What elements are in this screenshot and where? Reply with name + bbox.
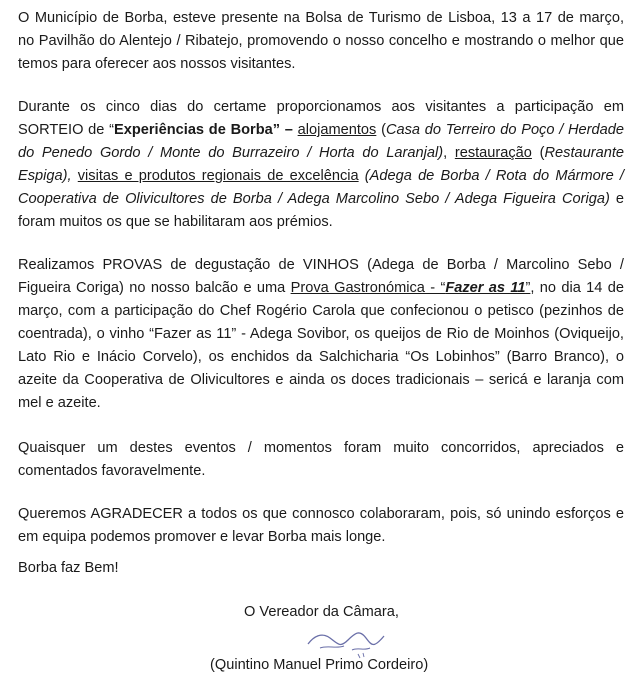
text-line: comentados favoravelmente.	[18, 463, 206, 479]
text-line: azeite da Cooperativa de Olivicultores e ainda os doces tradicionais – sericá e laranja com	[18, 372, 624, 388]
text-line: no Pavilhão do Alentejo / Ribatejo, promovendo o nosso concelho e mostrando o melhor que	[18, 33, 624, 49]
slogan-text: Borba faz Bem!	[18, 560, 119, 576]
text-line: Realizamos PROVAS de degustação de VINHOS (Adega de Borba / Marcolino Sebo /	[18, 257, 624, 273]
text-line: O Município de Borba, esteve presente na Bolsa de Turismo de Lisboa, 13 a 17 de março,	[18, 10, 624, 26]
paragraph-sorteio	[18, 96, 624, 234]
paragraph-eventos	[18, 437, 624, 483]
text-line: Espiga), visitas e produtos regionais de excelência (Adega de Borba / Rota do Mármore /	[18, 168, 624, 184]
text-line: coentrada), o vinho “Fazer as 11” - Adega Sovibor, os queijos de Rio de Moinhos (Oviqueijo,	[18, 326, 624, 342]
signatory-name: (Quintino Manuel Primo Cordeiro)	[210, 657, 429, 673]
text-line: Quaisquer um destes eventos / momentos foram muito concorridos, apreciados e	[18, 440, 624, 456]
text-line: Queremos AGRADECER a todos os que connosco colaboraram, pois, só unindo esforços e	[18, 506, 624, 522]
text-line: março, com a participação do Chef Rogério Carola que confecionou o petisco (pezinhos de	[18, 303, 624, 319]
handwritten-signature	[300, 618, 390, 662]
text-line: em equipa podemos promover e levar Borba mais longe.	[18, 529, 386, 545]
text-line: SORTEIO de “Experiências de Borba” – alojamentos (Casa do Terreiro do Poço / Herdade	[18, 122, 624, 138]
paragraph-provas	[18, 254, 624, 415]
restauracao-label: restauração	[454, 145, 532, 161]
paragraph-agradecer	[18, 503, 624, 549]
prova-gastronomica-label: Prova Gastronómica - “Fazer as 11”	[290, 280, 531, 296]
signature-title: O Vereador da Câmara,	[244, 604, 399, 620]
text-line: Cooperativa de Olivicultores de Borba / Adega Marcolino Sebo / Adega Figueira Coriga) e	[18, 191, 625, 207]
text-line: Figueira Coriga) no nosso balcão e uma Prova Gastronómica - “Fazer as 11”, no dia 14 de	[18, 280, 624, 296]
paragraph-slogan	[18, 557, 624, 580]
text-line: foram muitos os que se habilitaram aos prémios.	[18, 214, 333, 230]
text-line: mel e azeite.	[18, 395, 101, 411]
text-line: Lato Rio e Inácio Corvelo), os enchidos da Salchicharia “Os Lobinhos” (Barro Branco), o	[18, 349, 624, 365]
visitas-label: visitas e produtos regionais de excelência	[77, 168, 359, 184]
experiencias-title: Experiências de Borba	[114, 122, 273, 138]
paragraph-intro	[18, 7, 624, 76]
text-line: temos para oferecer aos nossos visitantes.	[18, 56, 296, 72]
text-line: Durante os cinco dias do certame proporcionamos aos visitantes a participação em	[18, 99, 624, 115]
alojamentos-label: alojamentos	[297, 122, 377, 138]
text-line: do Penedo Gordo / Monte do Burrazeiro / Horta do Laranjal), restauração (Restaurante	[18, 145, 625, 161]
